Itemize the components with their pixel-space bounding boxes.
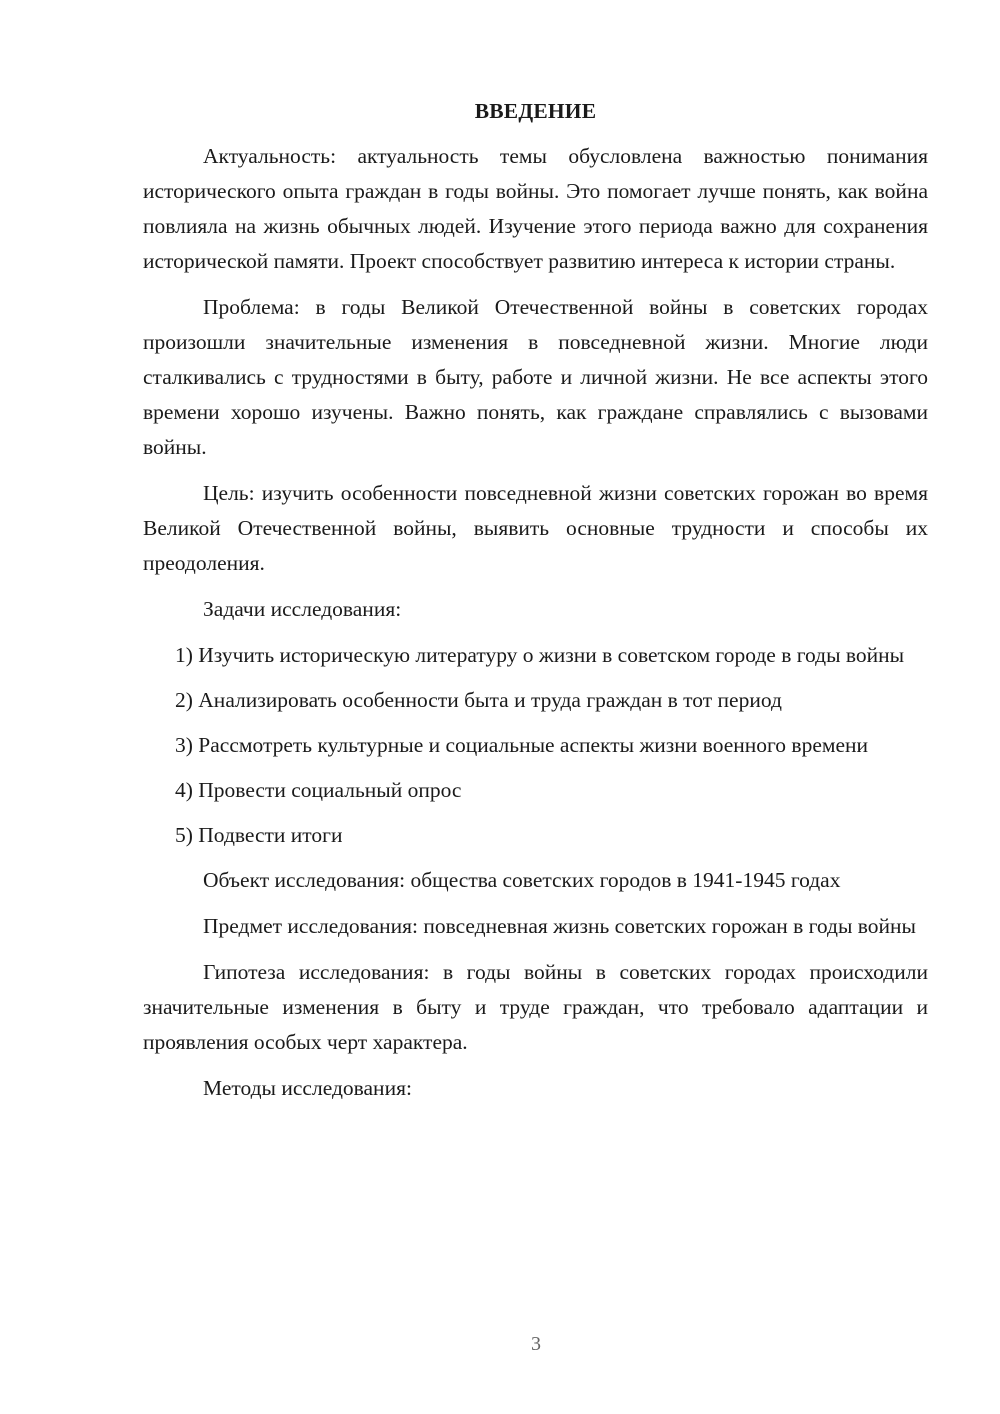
- section-title: ВВЕДЕНИЕ: [474, 99, 597, 123]
- paragraph-subject: Предмет исследования: повседневная жизнь советских горожан в годы войны: [203, 914, 916, 938]
- task-item-5: 5) Подвести итоги: [175, 823, 343, 847]
- task-item-4: 4) Провести социальный опрос: [175, 778, 462, 802]
- page-number: 3: [531, 1333, 541, 1355]
- paragraph-tasks-heading: Задачи исследования:: [203, 597, 402, 621]
- paragraph-relevance: Актуальность: актуальность темы обусловлена важностью понимания исторического опыта граждан в годы войны. Это помогает лучше понять, как война повлияла на жизнь обычных людей. Изучение этого периода важно для сохранения исторической памяти. Проект способствует развитию интереса к истории страны.: [143, 144, 928, 273]
- paragraph-methods: Методы исследования:: [203, 1076, 412, 1100]
- task-item-3: 3) Рассмотреть культурные и социальные аспекты жизни военного времени: [175, 733, 869, 757]
- task-item-1: 1) Изучить историческую литературу о жизни в советском городе в годы войны: [175, 643, 905, 667]
- page-content: [143, 94, 928, 1117]
- task-item-2: 2) Анализировать особенности быта и труда граждан в тот период: [175, 688, 782, 712]
- paragraph-object: Объект исследования: общества советских городов в 1941-1945 годах: [203, 868, 841, 892]
- paragraph-hypothesis: Гипотеза исследования: в годы войны в советских городах происходили значительные изменения в быту и труде граждан, что требовало адаптации и проявления особых черт характера.: [143, 960, 928, 1054]
- paragraph-goal: Цель: изучить особенности повседневной жизни советских горожан во время Великой Отечественной войны, выявить основные трудности и способы их преодоления.: [143, 481, 928, 575]
- paragraph-problem: Проблема: в годы Великой Отечественной войны в советских городах произошли значительные изменения в повседневной жизни. Многие люди сталкивались с трудностями в быту, работе и личной жизни. Не все аспекты этого времени хорошо изучены. Важно понять, как граждане справлялись с вызовами войны.: [143, 295, 928, 459]
